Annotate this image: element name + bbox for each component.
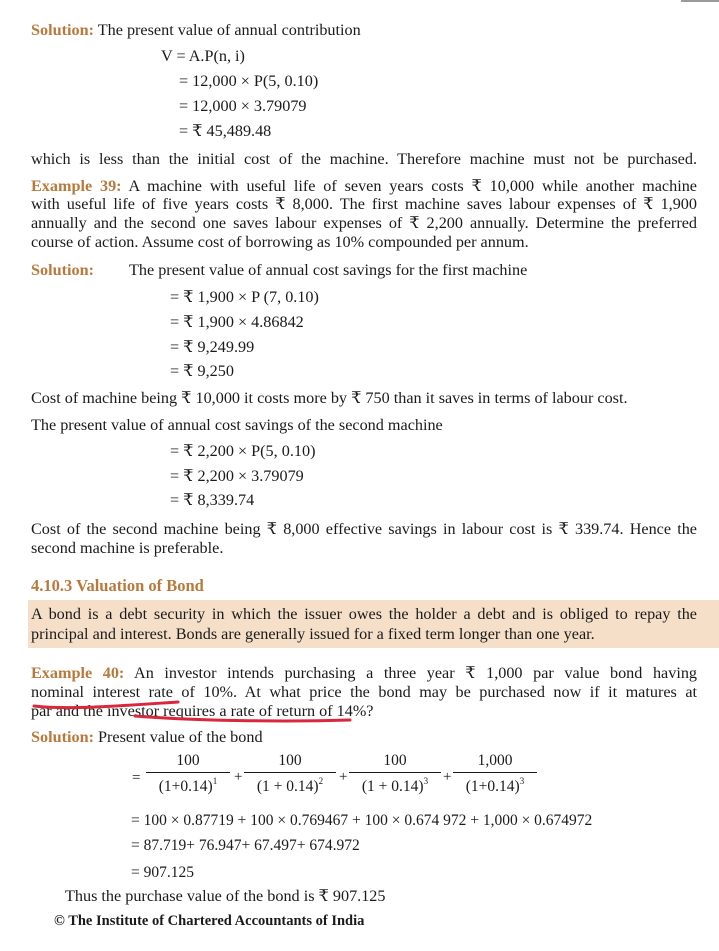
denominator: $(1 + 0.14)^2$ [244, 772, 336, 795]
equation-step: = 100 × 0.87719 + 100 × 0.769467 + 100 × 0.674 972 + 1,000 × 0.674972 [131, 812, 593, 829]
solution-3-line [31, 729, 263, 745]
solution-label: Solution: [31, 21, 94, 39]
example-label: Example 40: [31, 664, 125, 682]
numerator: 1,000 [477, 752, 513, 769]
solution-1-line [31, 22, 361, 38]
equation-step: = ₹ 2,200 × P(5, 0.10) [170, 442, 316, 460]
denominator: $(1 + 0.14)^3$ [349, 772, 441, 795]
equation-step: V = A.P(n, i) [161, 47, 245, 65]
example-39-line: course of action. Assume cost of borrowing as 10% compounded per annum. [31, 233, 529, 251]
example-text: A machine with useful life of seven years costs ₹ 10,000 while another machine [121, 177, 697, 195]
solution-text: Present value of the bond [93, 728, 263, 746]
example-text: An investor intends purchasing a three year ₹ 1,000 par value bond having [124, 664, 698, 682]
equation-step: = ₹ 9,249.99 [170, 338, 255, 356]
example-40-line: nominal interest rate of 10%. At what price the bond may be purchased now if it matures at [31, 683, 697, 701]
fraction-term [349, 753, 441, 794]
example-40-line [31, 665, 697, 681]
fraction-term [244, 753, 336, 794]
denominator: $(1+0.14)^1$ [146, 772, 230, 795]
conclusion-text: second machine is preferable. [31, 539, 224, 557]
equation-step: = ₹ 2,200 × 3.79079 [170, 467, 304, 485]
numerator: 100 [176, 752, 200, 769]
denominator: $(1+0.14)^3$ [453, 772, 537, 795]
solution-label: Solution: [31, 261, 94, 279]
final-answer-text: Thus the purchase value of the bond is ₹ 907.125 [65, 887, 386, 905]
plus-sign: + [443, 769, 452, 785]
solution-text: The present value of annual cost savings for the first machine [129, 261, 528, 279]
section-heading: 4.10.3 Valuation of Bond [31, 576, 204, 595]
equation-step: = ₹ 45,489.48 [179, 122, 272, 140]
equation-step: = ₹ 1,900 × 4.86842 [170, 313, 304, 331]
example-label: Example 39: [31, 177, 122, 195]
equation-step: = ₹ 1,900 × P (7, 0.10) [170, 288, 319, 306]
red-underline-annotation [28, 694, 368, 724]
definition-text: principal and interest. Bonds are generally issued for a fixed term longer than one year. [31, 625, 595, 643]
plus-sign: + [234, 769, 243, 785]
numerator: 100 [383, 752, 407, 769]
conclusion-text: which is less than the initial cost of the machine. Therefore machine must not be purchased. [31, 150, 697, 168]
fraction-term [146, 753, 230, 794]
equals-sign: = [132, 770, 141, 786]
solution-label: Solution: [31, 728, 94, 746]
equation-step: = ₹ 9,250 [170, 362, 234, 380]
equation-step: = 12,000 × P(5, 0.10) [179, 72, 319, 90]
equation-step: = ₹ 8,339.74 [170, 491, 255, 509]
definition-text: A bond is a debt security in which the issuer owes the holder a debt and is obliged to repay the [31, 605, 697, 623]
example-39-line: annually and the second one saves labour expenses of ₹ 2,200 annually. Determine the preferred [31, 214, 697, 232]
example-39-line [31, 178, 697, 194]
example-39-line: with useful life of five years costs ₹ 8,000. The first machine saves labour expenses of ₹ 1,900 [31, 195, 697, 213]
cost-comparison-text: Cost of machine being ₹ 10,000 it costs more by ₹ 750 than it saves in terms of labour cost. [31, 389, 628, 407]
second-machine-intro: The present value of annual cost savings of the second machine [31, 416, 443, 434]
scroll-indicator [681, 0, 719, 2]
equation-step: = 12,000 × 3.79079 [179, 97, 307, 115]
conclusion-text: Cost of the second machine being ₹ 8,000 effective savings in labour cost is ₹ 339.74. Hence the [31, 520, 697, 538]
solution-text: The present value of annual contribution [93, 21, 361, 39]
numerator: 100 [278, 752, 302, 769]
copyright-footer: © The Institute of Chartered Accountants of India [54, 913, 365, 929]
fraction-term [453, 753, 537, 794]
equation-step: = 907.125 [131, 864, 194, 881]
plus-sign: + [339, 769, 348, 785]
equation-step: = 87.719+ 76.947+ 67.497+ 674.972 [131, 837, 360, 854]
example-40-line: par and the investor requires a rate of return of 14%? [31, 702, 374, 720]
